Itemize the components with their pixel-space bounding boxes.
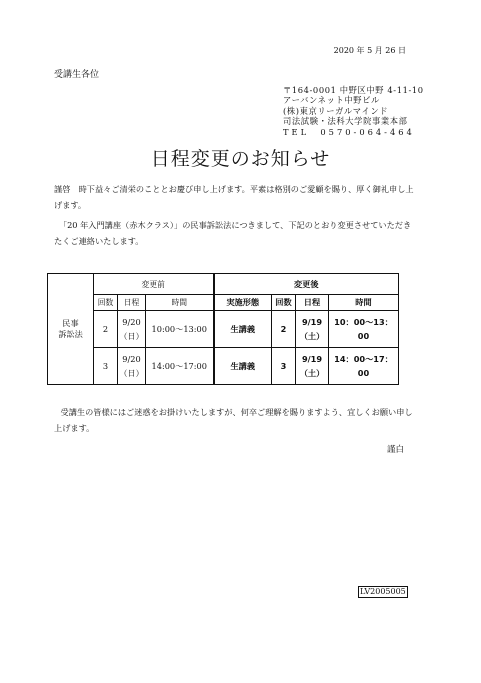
after-col-time: 時間 <box>329 295 399 311</box>
before-date: 9/20 （日） <box>118 348 146 385</box>
sender-phone: TEL 0570-064-464 <box>283 126 415 137</box>
recipient-salutation: 受講生各位 <box>54 70 100 80</box>
before-date: 9/20 （日） <box>118 311 146 348</box>
schedule-change-table <box>47 273 399 385</box>
after-col-date: 日程 <box>296 295 329 311</box>
after-time: 14：00～17：00 <box>329 348 399 385</box>
sender-building: アーバンネット中野ビル <box>283 95 380 106</box>
page-title: 日程変更のお知らせ <box>150 148 331 170</box>
table-row <box>48 311 399 348</box>
before-count: 3 <box>94 348 118 385</box>
after-format: 生講義 <box>214 348 272 385</box>
after-count: 3 <box>272 348 296 385</box>
greeting-paragraph: 謹啓 時下益々ご清栄のこととお慶び申し上げます。平素は格別のご愛顧を賜り、厚く御礼申し上げます。 <box>54 184 414 210</box>
after-col-count: 回数 <box>272 295 296 311</box>
after-date: 9/19 （土） <box>296 311 329 348</box>
closing-word: 謹白 <box>386 445 404 455</box>
after-format: 生講義 <box>214 311 272 348</box>
after-count: 2 <box>272 311 296 348</box>
apology-paragraph: 受講生の皆様にはご迷惑をお掛けいたしますが、何卒ご理解を賜りますよう、宜しくお願い申し上げます。 <box>54 407 413 433</box>
before-col-count: 回数 <box>94 295 118 311</box>
table-row <box>48 348 399 385</box>
sender-division: 司法試験・法科大学院事業本部 <box>283 116 408 127</box>
subject-cell: 民事 訴訟法 <box>48 274 94 385</box>
after-header: 変更後 <box>214 274 399 295</box>
after-date: 9/19 （土） <box>296 348 329 385</box>
change-notice-paragraph: 「20 年入門講座（赤木クラス）」の民事訴訟法につきまして、下記のとおり変更させていただきたくご連絡いたします。 <box>54 220 412 246</box>
sender-company: (株)東京リーガルマインド <box>283 105 389 116</box>
before-col-time: 時間 <box>146 295 214 311</box>
before-header: 変更前 <box>94 274 214 295</box>
document-code: LV2005005 <box>360 587 406 596</box>
notice-date: 2020 年 5 月 26 日 <box>333 46 406 55</box>
before-col-date: 日程 <box>118 295 146 311</box>
after-col-format: 実施形態 <box>214 295 272 311</box>
after-time: 10：00～13：00 <box>329 311 399 348</box>
sender-postal-address: 〒164-0001 中野区中野 4-11-10 <box>283 85 424 95</box>
before-time: 14:00～17:00 <box>146 348 214 385</box>
before-time: 10:00～13:00 <box>146 311 214 348</box>
sender-block <box>283 85 424 137</box>
before-count: 2 <box>94 311 118 348</box>
